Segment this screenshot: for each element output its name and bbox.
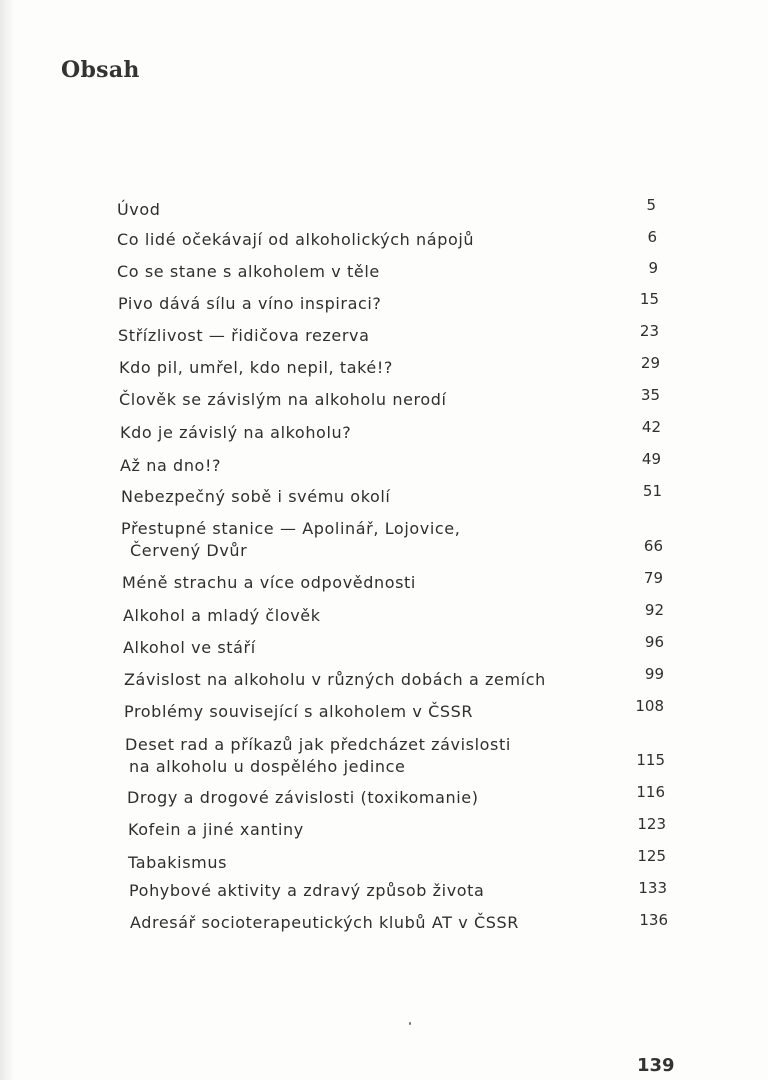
toc-entry-page: 115 — [636, 751, 665, 769]
toc-entry-page: 66 — [643, 537, 663, 555]
toc-entry-title: Člověk se závislým na alkoholu nerodí — [119, 390, 447, 409]
toc-entry-title: Problémy související s alkoholem v ČSSR — [124, 702, 474, 721]
toc-entry-title: Pivo dává sílu a víno inspiraci? — [118, 294, 382, 313]
toc-entry-title: Méně strachu a více odpovědnosti — [122, 573, 416, 592]
toc-entry-title: Co lidé očekávají od alkoholických nápojů — [117, 230, 475, 249]
toc-entry-title: Tabakismus — [128, 853, 227, 872]
toc-entry-page: 6 — [647, 228, 657, 246]
toc-entry-title: Střízlivost — řidičova rezerva — [118, 326, 370, 345]
toc-entry-title: Drogy a drogové závislosti (toxikomanie) — [127, 788, 479, 807]
toc-entry-title-continued: Červený Dvůr — [130, 541, 248, 560]
toc-entry-page: 5 — [646, 196, 656, 214]
toc-entry-title: Pohybové aktivity a zdravý způsob života — [129, 881, 485, 900]
toc-entry-page: 123 — [637, 815, 666, 833]
toc-entry-title: Alkohol ve stáří — [123, 638, 256, 657]
toc-entry-title: Kdo je závislý na alkoholu? — [120, 423, 352, 442]
toc-entry-title: Adresář socioterapeutických klubů AT v ČSSR — [130, 913, 519, 932]
toc-entry-page: 9 — [648, 259, 658, 277]
toc-entry-page: 35 — [640, 386, 660, 404]
toc-entry-page: 92 — [644, 601, 664, 619]
toc-entry-title: Deset rad a příkazů jak předcházet závislosti — [125, 735, 511, 754]
toc-entry-title: Úvod — [117, 200, 161, 219]
page-number: 139 — [637, 1055, 675, 1076]
toc-entry-page: 108 — [635, 697, 664, 715]
toc-entry-page: 116 — [636, 783, 665, 801]
paper-speck — [409, 1022, 411, 1025]
toc-entry-title: Kofein a jiné xantiny — [128, 820, 304, 839]
toc-entry-title: Nebezpečný sobě i svému okolí — [121, 487, 391, 506]
toc-entry-page: 49 — [641, 450, 661, 468]
toc-entry-page: 133 — [638, 879, 667, 897]
toc-entry-title: Závislost na alkoholu v různých dobách a zemích — [124, 670, 546, 689]
toc-entry-page: 23 — [639, 322, 659, 340]
toc-entry-title: Alkohol a mladý člověk — [123, 606, 321, 625]
toc-entry-page: 79 — [643, 569, 663, 587]
toc-entry-title: Kdo pil, umřel, kdo nepil, také!? — [119, 358, 393, 377]
toc-entry-page: 29 — [640, 354, 660, 372]
toc-entry-title-continued: na alkoholu u dospělého jedince — [129, 757, 406, 776]
toc-entry-page: 96 — [644, 633, 664, 651]
toc-entry-page: 99 — [644, 665, 664, 683]
toc-entry-page: 136 — [639, 911, 668, 929]
toc-entry-page: 42 — [641, 418, 661, 436]
toc-entry-page: 125 — [637, 847, 666, 865]
toc-entry-title: Co se stane s alkoholem v těle — [117, 262, 380, 281]
toc-entry-page: 15 — [639, 290, 659, 308]
toc-entry-page: 51 — [642, 482, 662, 500]
toc-entry-title: Až na dno!? — [120, 456, 222, 475]
toc-entry-title: Přestupné stanice — Apolinář, Lojovice, — [121, 519, 461, 538]
page-title: Obsah — [61, 57, 140, 83]
